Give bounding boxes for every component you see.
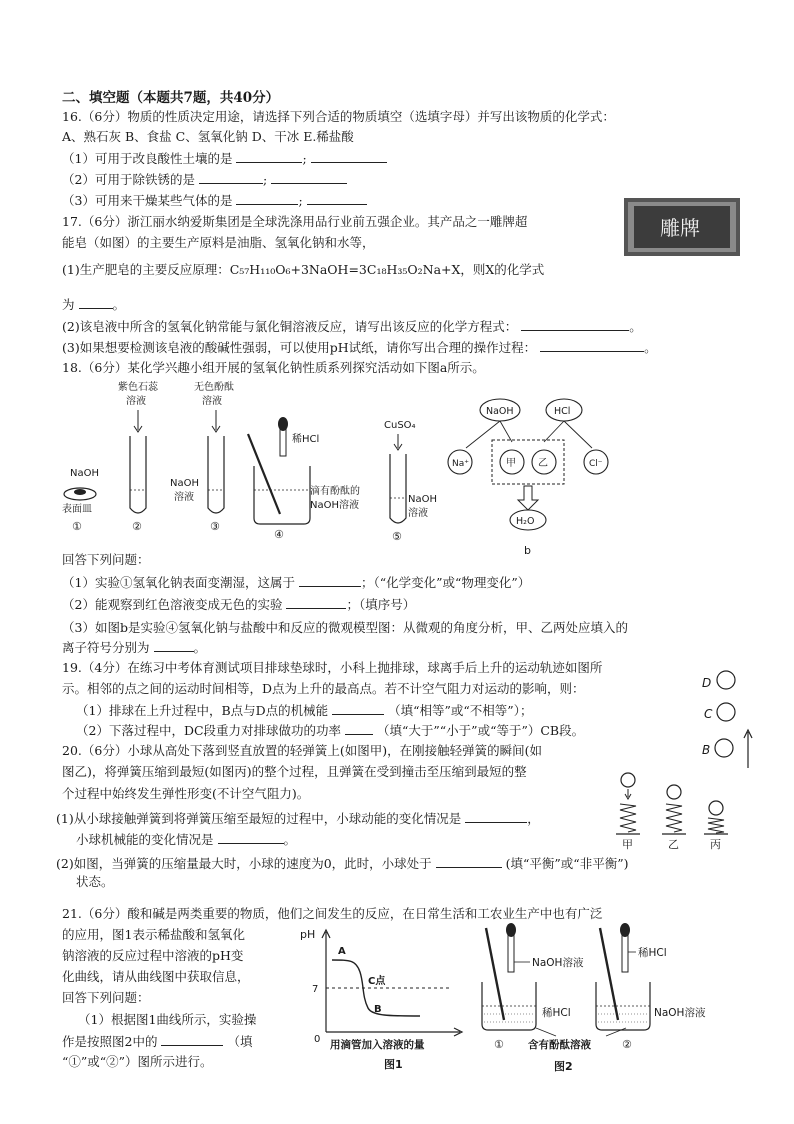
fig-a-litmus-2: 溶液 [126,396,146,407]
fig2-dilute-hcl-top: 稀HCl [638,947,667,959]
q17-stem-1: 17.（6分）浙江丽水纳爱斯集团是全球洗涤用品行业前五强企业。其产品之一雕牌超 [62,214,528,229]
fig-a-naoh-t5-2: 溶液 [408,508,428,519]
q18-p1-text: （1）实验①氢氧化钠表面变潮湿，这属于 [62,575,295,590]
q20-stem-3: 个过程中始终发生弹性形变(不计空气阻力)。 [62,786,310,801]
figure-b [440,396,620,562]
q20-answer-2[interactable] [218,831,284,844]
q16-stem: 16.（6分）物质的性质决定用途，请选择下列合适的物质填空（选填字母）并写出该物质的化学式： [62,109,615,124]
fig1-y7: 7 [312,984,319,995]
q17-p2: (2)该皂液中所含的氢氧化钠常能与氯化铜溶液反应，请写出该反应的化学方程式： 。 [62,319,642,334]
q18-answer-3[interactable] [154,639,194,652]
q18-answer-1[interactable] [299,574,361,587]
q16-p3-text: （3）可用来干燥某些气体的是 [62,193,233,208]
q21-stem-1: 21.（6分）酸和碱是两类重要的物质，他们之间发生的反应，在日常生活和工农业生产中也有广泛 [62,906,603,921]
fig-a-beaker-1: 滴有酚酞的 [310,486,360,497]
q19-p1-hint: （填“相等”或“不相等”）； [388,703,533,718]
test-tube-2 [130,436,146,513]
q19-p2-hint: （填“大于”“小于”或“等于”）CB段。 [377,723,585,738]
fig-a-n4: ④ [274,528,284,541]
q16-p2: （2）可用于除铁锈的是 ; [62,171,347,188]
q21-p1b-text: 作是按照图2中的 [62,1034,158,1049]
fig-b-jia: 甲 [506,458,516,469]
test-tube-5 [390,454,406,523]
q17-answer-2[interactable] [521,318,629,331]
q19-p2-text: （2）下落过程中，DC段重力对排球做功的功率 [76,723,342,738]
q18-p1 [62,574,530,591]
q16-answer-3a[interactable] [236,192,298,205]
fig2-phenol: 含有酚酞溶液 [528,1039,591,1051]
fig-a-hcl-label: 稀HCl [292,434,320,445]
soap-image [622,196,742,258]
q17-p1: (1)生产肥皂的主要反应原理：C₅₇H₁₁₀O₆+3NaOH=3C₁₈H₃₅O₂Na+X，则X的化学式 [62,262,545,277]
ph-curve-figure [300,922,470,1072]
q20-answer-3[interactable] [436,855,502,868]
fig-a-colorless-1: 无色酚酞 [194,382,234,393]
fig1-caption: 图1 [384,1058,403,1071]
fig-a-n1: ① [72,520,82,533]
spring-label-bing: 丙 [710,838,721,851]
q16-answer-3b[interactable] [307,192,367,205]
fig-a-colorless-2: 溶液 [202,396,222,407]
soap-label: 雕牌 [660,216,700,240]
q21-stem-5: 回答下列问题： [62,990,150,1005]
fig1-origin: 0 [314,1034,321,1045]
down-arrow [518,486,538,510]
dropper [280,428,286,456]
q21-answer-1[interactable] [161,1033,223,1046]
q18-p3b-text: 离子符号分别为 [62,640,150,655]
fig-a-n5: ⑤ [392,530,402,543]
q20-p1-text: (1)从小球接触弹簧到将弹簧压缩至最短的过程中，小球动能的变化情况是 [56,811,462,826]
fig1-point-c: C点 [368,976,386,987]
ball-b [715,739,733,757]
q19-p1-text: （1）排球在上升过程中，B点与D点的机械能 [76,703,329,718]
test-tube-3 [208,436,224,513]
q19-p2 [76,722,584,739]
fig-b-na: Na⁺ [452,459,469,469]
fig-a-naoh-sol-1: NaOH [170,478,199,489]
q18-answer-2[interactable] [286,596,346,609]
fig-a-cuso4: CuSO₄ [384,420,416,431]
q18-p3b: 离子符号分别为 。 [62,640,207,655]
q16-p2-text: （2）可用于除铁锈的是 [62,172,195,187]
q21-stem-2: 的应用，图1表示稀盐酸和氢氧化 [62,927,245,942]
ball-d [717,671,735,689]
q20-stem-1: 20.（6分）小球从高处下落到竖直放置的轻弹簧上(如图甲)，在刚接触轻弹簧的瞬间(如 [62,743,542,758]
figure-a [58,378,438,550]
q19-stem-1: 19.（4分）在练习中考体育测试项目排球垫球时，小科上抛排球，球离手后上升的运动轨迹如图所 [62,660,603,675]
q21-stem-3: 钠溶液的反应过程中溶液的pH变 [62,948,244,963]
spring-figure [612,770,742,852]
beakers-figure [470,916,706,1076]
ball-c [717,703,735,721]
beaker-4 [254,466,310,524]
point-c-label: C [704,707,713,721]
q18-p2 [62,596,415,613]
reaction-box [492,440,564,484]
fig-b-yi: 乙 [538,458,548,469]
fig2-dilute-hcl: 稀HCl [542,1007,571,1019]
volleyball-figure [698,664,758,770]
q20-p1b-text: 小球机械能的变化情况是 [76,832,214,847]
naoh-pellet [74,489,86,495]
q16-answer-2a[interactable] [199,171,263,184]
q17-answer-3[interactable] [540,339,644,352]
q19-stem-2: 示。相邻的点之间的运动时间相等，D点为上升的最高点。若不计空气阻力对运动的影响，则： [62,681,585,696]
q16-answer-1b[interactable] [311,150,387,163]
fig-a-dish-label: 表面皿 [62,504,92,515]
q16-p3: （3）可用来干燥某些气体的是 ; [62,192,367,209]
q20-stem-2: 图乙)，将弹簧压缩到最短(如图丙)的整个过程，且弹簧在受到撞击至压缩到最短的整 [62,764,527,779]
q16-options: A、熟石灰 B、食盐 C、氢氧化钠 D、干冰 E.稀盐酸 [62,129,354,144]
q20-p1b: 小球机械能的变化情况是 。 [76,832,297,847]
q17-p2-text: (2)该皂液中所含的氢氧化钠常能与氯化铜溶液反应，请写出该反应的化学方程式： [62,319,518,334]
ball-jia [621,773,635,787]
q16-p1: （1）可用于改良酸性土壤的是 ; [62,150,387,167]
fig-b-h2o: H₂O [516,516,535,527]
q20-p2-text: (2)如图，当弹簧的压缩量最大时，小球的速度为0，此时，小球处于 [56,856,432,871]
q18-p2-hint: ；（填序号） [346,597,416,612]
ball-yi [667,785,681,799]
q20-answer-1[interactable] [465,810,527,823]
fig-b-naoh: NaOH [486,406,514,417]
q20-p2b: 状态。 [76,874,114,889]
q18-p1-hint: ；（“化学变化”或“物理变化”） [360,575,531,590]
spring-label-yi: 乙 [668,838,679,851]
fig-a-litmus-1: 紫色石蕊 [118,382,158,393]
q19-p1 [76,702,532,719]
point-b-label: B [702,743,711,757]
q20-p2 [56,855,628,872]
fig-b-hcl: HCl [554,406,571,417]
q16-answer-2b[interactable] [271,171,347,184]
q19-answer-1[interactable] [332,702,384,715]
q17-answer-1[interactable] [79,296,113,309]
q21-p1a: （1）根据图1曲线所示，实验操 [78,1012,257,1027]
fig2-caption: 图2 [554,1060,573,1073]
fig-b-caption: b [524,544,531,557]
q16-p1-text: （1）可用于改良酸性土壤的是 [62,151,233,166]
q17-p1b: 为 。 [62,297,126,312]
spring-bing [708,818,724,833]
fig2-n1: ① [494,1038,504,1051]
spring-label-jia: 甲 [622,838,633,851]
q20-p2-hint: (填“平衡”或“非平衡”) [505,856,629,871]
fig1-point-a: A [338,946,346,957]
fig2-naoh-sol2: NaOH溶液 [654,1007,706,1019]
spring-jia [620,804,636,832]
q17-p3: (3)如果想要检测该皂液的酸碱性强弱，可以使用pH试纸，请你写出合理的操作过程： 。 [62,340,657,355]
q18-p3: （3）如图b是实验④氢氧化钠与盐酸中和反应的微观模型图：从微观的角度分析，甲、乙两处应填入的 [62,620,628,635]
q19-answer-2[interactable] [345,722,373,735]
fig-a-naoh-t5-1: NaOH [408,494,437,505]
q18-p2-text: （2）能观察到红色溶液变成无色的实验 [62,597,283,612]
point-d-label: D [702,676,712,690]
q21-stem-4: 化曲线，请从曲线图中获取信息， [62,969,250,984]
fig-a-n2: ② [132,520,142,533]
fig1-xlabel: 用滴管加入溶液的量 [330,1039,425,1051]
q17-p3-text: (3)如果想要检测该皂液的酸碱性强弱，可以使用pH试纸，请你写出合理的操作过程： [62,340,537,355]
section-title: 二、填空题（本题共7题，共40分） [62,90,280,106]
fig-b-cl: Cl⁻ [589,459,603,469]
q18-answer-intro: 回答下列问题： [62,552,150,567]
q18-stem: 18.（6分）某化学兴趣小组开展的氢氧化钠性质系列探究活动如下图a所示。 [62,360,485,375]
fig2-n2: ② [622,1038,632,1051]
q21-p1b [62,1033,252,1050]
q17-stem-2: 能皂（如图）的主要生产原料是油脂、氢氧化钠和水等， [62,235,375,250]
q16-answer-1a[interactable] [236,150,302,163]
beaker1-dropper [508,934,514,972]
q21-p1c: “①”或“②”）图所示进行。 [62,1054,213,1069]
fig1-ylabel: pH [300,928,316,941]
fig-a-naoh-label: NaOH [70,468,99,479]
q20-p1: (1)从小球接触弹簧到将弹簧压缩至最短的过程中，小球动能的变化情况是 ， [56,811,540,826]
fig1-point-b: B [374,1004,382,1015]
q17-p1b-text: 为 [62,297,75,312]
fig-a-beaker-2: NaOH溶液 [310,500,359,511]
spring-yi [666,804,682,832]
fig2-naoh-sol: NaOH溶液 [532,957,584,969]
q21-p1b-hint: （填 [227,1034,253,1049]
beaker2-dropper [622,934,628,972]
fig-a-n3: ③ [210,520,220,533]
fig-a-naoh-sol-2: 溶液 [174,492,194,503]
ball-bing [709,801,723,815]
glass-rod [248,434,280,514]
